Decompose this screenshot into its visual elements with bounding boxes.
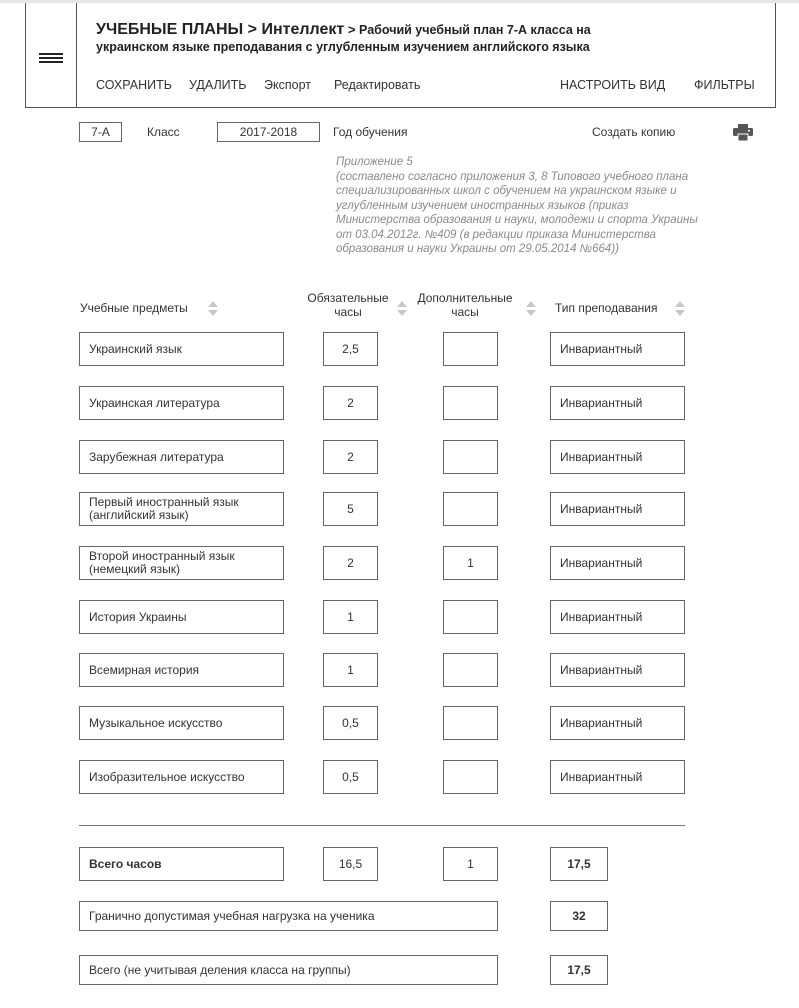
column-header-mandatory-line1: Обязательные: [307, 291, 389, 305]
year-field[interactable]: 2017-2018: [217, 122, 320, 142]
no-split-total-value: 17,5: [550, 955, 608, 985]
teaching-type-field[interactable]: Инвариантный: [550, 546, 685, 580]
subject-field[interactable]: История Украины: [79, 600, 284, 634]
breadcrumb-separator: >: [243, 21, 262, 38]
max-load-label: Гранично допустимая учебная нагрузка на ученика: [79, 901, 498, 931]
mandatory-hours-field[interactable]: 0,5: [323, 706, 378, 740]
create-copy-link[interactable]: Создать копию: [592, 125, 676, 139]
extra-hours-field[interactable]: [443, 600, 498, 634]
no-split-total-label: Всего (не учитывая деления класса на группы): [79, 955, 498, 985]
page-header: [25, 3, 776, 108]
note-line: углубленным изучением иностранных языков (приказ: [336, 199, 629, 212]
edit-button[interactable]: Редактировать: [334, 78, 421, 92]
total-extra-hours: 1: [443, 847, 498, 881]
extra-hours-field[interactable]: 1: [443, 546, 498, 580]
delete-button[interactable]: УДАЛИТЬ: [189, 78, 247, 92]
mandatory-hours-field[interactable]: 2: [323, 386, 378, 420]
column-header-mandatory[interactable]: [303, 291, 393, 319]
subject-field[interactable]: Изобразительное искусство: [79, 760, 284, 794]
subject-field[interactable]: Украинский язык: [79, 332, 284, 366]
class-field[interactable]: 7-А: [79, 122, 122, 142]
totals-divider: [79, 825, 685, 826]
sort-arrows-icon[interactable]: [675, 301, 685, 317]
extra-hours-field[interactable]: [443, 332, 498, 366]
printer-icon[interactable]: [733, 124, 753, 141]
hamburger-menu-icon[interactable]: [39, 53, 63, 63]
teaching-type-field[interactable]: Инвариантный: [550, 386, 685, 420]
sort-arrows-icon[interactable]: [526, 301, 536, 317]
class-label: Класс: [147, 125, 180, 139]
mandatory-hours-field[interactable]: 2: [323, 440, 378, 474]
column-header-extra[interactable]: [410, 291, 520, 319]
menu-cell: [26, 3, 77, 107]
total-hours-label: Всего часов: [79, 847, 284, 881]
extra-hours-field[interactable]: [443, 760, 498, 794]
mandatory-hours-field[interactable]: 2: [323, 546, 378, 580]
note-line: от 03.04.2012г. №409 (в редакции приказа Министерства: [336, 228, 656, 241]
page-title: Рабочий учебный план 7-А класса на: [359, 23, 591, 37]
mandatory-hours-field[interactable]: 1: [323, 653, 378, 687]
subject-line: (немецкий язык): [89, 562, 180, 576]
subject-line: (английский язык): [89, 508, 189, 522]
total-mandatory-hours: 16,5: [323, 847, 378, 881]
mandatory-hours-field[interactable]: 5: [323, 492, 378, 526]
note-line: образования и науки Украины от 29.05.2014 №664)): [336, 243, 619, 255]
extra-hours-field[interactable]: [443, 492, 498, 526]
breadcrumb-school[interactable]: Интеллект: [261, 21, 345, 38]
filters-button[interactable]: ФИЛЬТРЫ: [694, 78, 755, 92]
page-title-line2: украинском языке преподавания с углубленным изучением английского языка: [96, 40, 590, 54]
mandatory-hours-field[interactable]: 2,5: [323, 332, 378, 366]
column-header-type[interactable]: Тип преподавания: [555, 301, 658, 315]
extra-hours-field[interactable]: [443, 653, 498, 687]
save-button[interactable]: СОХРАНИТЬ: [96, 78, 172, 92]
extra-hours-field[interactable]: [443, 386, 498, 420]
subject-line: Второй иностранный язык: [89, 549, 235, 563]
breadcrumb-separator: >: [344, 22, 360, 37]
extra-hours-field[interactable]: [443, 440, 498, 474]
teaching-type-field[interactable]: Инвариантный: [550, 332, 685, 366]
note-line: (составлено согласно приложения 3, 8 Типового учебного плана: [336, 170, 689, 183]
note-line: Приложение 5: [336, 156, 413, 168]
teaching-type-field[interactable]: Инвариантный: [550, 600, 685, 634]
teaching-type-field[interactable]: Инвариантный: [550, 706, 685, 740]
teaching-type-field[interactable]: Инвариантный: [550, 760, 685, 794]
mandatory-hours-field[interactable]: 0,5: [323, 760, 378, 794]
subject-field[interactable]: Музыкальное искусство: [79, 706, 284, 740]
sort-arrows-icon[interactable]: [397, 301, 407, 317]
view-settings-button[interactable]: НАСТРОИТЬ ВИД: [560, 78, 666, 92]
column-header-extra-line2: часы: [451, 305, 479, 319]
subject-field[interactable]: Зарубежная литература: [79, 440, 284, 474]
column-header-mandatory-line2: часы: [334, 305, 362, 319]
subject-field[interactable]: [79, 492, 284, 526]
legal-note: [336, 155, 776, 257]
subject-line: Первый иностранный язык: [89, 495, 239, 509]
subject-field[interactable]: Всемирная история: [79, 653, 284, 687]
total-hours-sum: 17,5: [550, 847, 608, 881]
teaching-type-field[interactable]: Инвариантный: [550, 492, 685, 526]
subject-field[interactable]: [79, 546, 284, 580]
note-line: Министерства образования и науки, молодежи и спорта Украины: [336, 214, 698, 226]
sort-arrows-icon[interactable]: [208, 301, 218, 317]
extra-hours-field[interactable]: [443, 706, 498, 740]
export-button[interactable]: Экспорт: [264, 78, 311, 92]
note-line: специализированных школ с обучением на украинском языке и: [336, 185, 677, 197]
breadcrumb: [96, 21, 756, 56]
column-header-extra-line1: Дополнительные: [417, 291, 513, 305]
column-header-subjects[interactable]: Учебные предметы: [80, 301, 188, 315]
subject-field[interactable]: Украинская литература: [79, 386, 284, 420]
teaching-type-field[interactable]: Инвариантный: [550, 440, 685, 474]
mandatory-hours-field[interactable]: 1: [323, 600, 378, 634]
teaching-type-field[interactable]: Инвариантный: [550, 653, 685, 687]
max-load-value[interactable]: 32: [550, 901, 608, 931]
breadcrumb-plans[interactable]: УЧЕБНЫЕ ПЛАНЫ: [96, 21, 244, 38]
year-label: Год обучения: [333, 125, 408, 139]
